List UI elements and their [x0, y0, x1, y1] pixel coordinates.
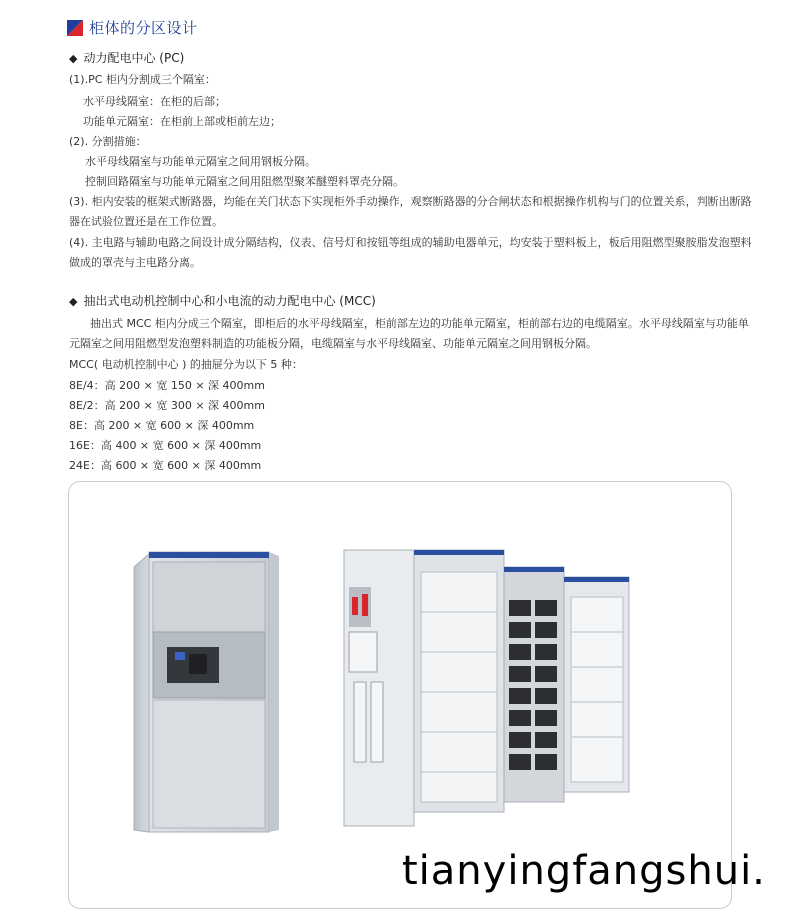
section-title: [67, 17, 198, 38]
cabinet-photo-frame: [68, 481, 732, 909]
diamond-bullet-icon: ◆: [69, 295, 78, 308]
mcc-line: 抽出式 MCC 柜内分成三个隔室，即柜后的水平母线隔室，柜前部左边的功能单元隔室，柜前部右边的电缆隔室。水平母线隔室与功能单: [90, 317, 749, 330]
diamond-bullet-icon: ◆: [69, 52, 78, 65]
pc-line: (3). 柜内安装的框架式断路器，均能在关门状态下实现柜外手动操作，观察断路器的分合闸状态和根据操作机构与门的位置关系，判断出断路: [69, 195, 752, 208]
drawer-spec: 8E/2：高 200 × 宽 300 × 深 400mm: [69, 399, 265, 412]
pc-line: (2). 分割措施：: [69, 135, 147, 148]
pc-heading: ◆ 动力配电中心 (PC): [69, 51, 185, 65]
title-flag-icon: [67, 20, 83, 36]
watermark: tianyingfangshui.: [402, 848, 766, 894]
pc-line: (1).PC 柜内分割成三个隔室：: [69, 73, 216, 86]
drawer-spec: 24E：高 600 × 宽 600 × 深 400mm: [69, 459, 262, 472]
drawer-spec: 8E/4：高 200 × 宽 150 × 深 400mm: [69, 379, 265, 392]
pc-line: 做成的罩壳与主电路分离。: [69, 256, 201, 269]
pc-cabinet: [134, 552, 279, 832]
drawer-spec: 16E：高 400 × 宽 600 × 深 400mm: [69, 439, 262, 452]
pc-line: 功能单元隔室：在柜前上部或柜前左边；: [83, 115, 281, 128]
pc-line: 水平母线隔室与功能单元隔室之间用钢板分隔。: [85, 155, 316, 168]
section-title-text: 柜体的分区设计: [89, 19, 198, 37]
mcc-line: 元隔室之间用阻燃型发泡塑料制造的功能板分隔，电缆隔室与水平母线隔室、功能单元隔室之间用钢板分隔。: [69, 337, 597, 350]
mcc-cabinet-row: [344, 550, 629, 826]
pc-line: 控制回路隔室与功能单元隔室之间用阻燃型聚苯醚塑料罩壳分隔。: [85, 175, 404, 188]
mcc-line: MCC( 电动机控制中心 ) 的抽屉分为以下 5 种：: [69, 358, 303, 371]
mcc-heading: ◆ 抽出式电动机控制中心和小电流的动力配电中心 (MCC): [69, 294, 376, 308]
cabinet-illustration: [69, 482, 731, 908]
drawer-spec: 8E：高 200 × 宽 600 × 深 400mm: [69, 419, 255, 432]
pc-line: (4). 主电路与辅助电路之间设计成分隔结构，仪表、信号灯和按钮等组成的辅助电器单元，均安装于塑料板上，板后用阻燃型聚胺脂发泡塑料: [69, 236, 752, 249]
pc-line: 水平母线隔室：在柜的后部；: [83, 95, 226, 108]
pc-line: 器在试验位置还是在工作位置。: [69, 215, 223, 228]
